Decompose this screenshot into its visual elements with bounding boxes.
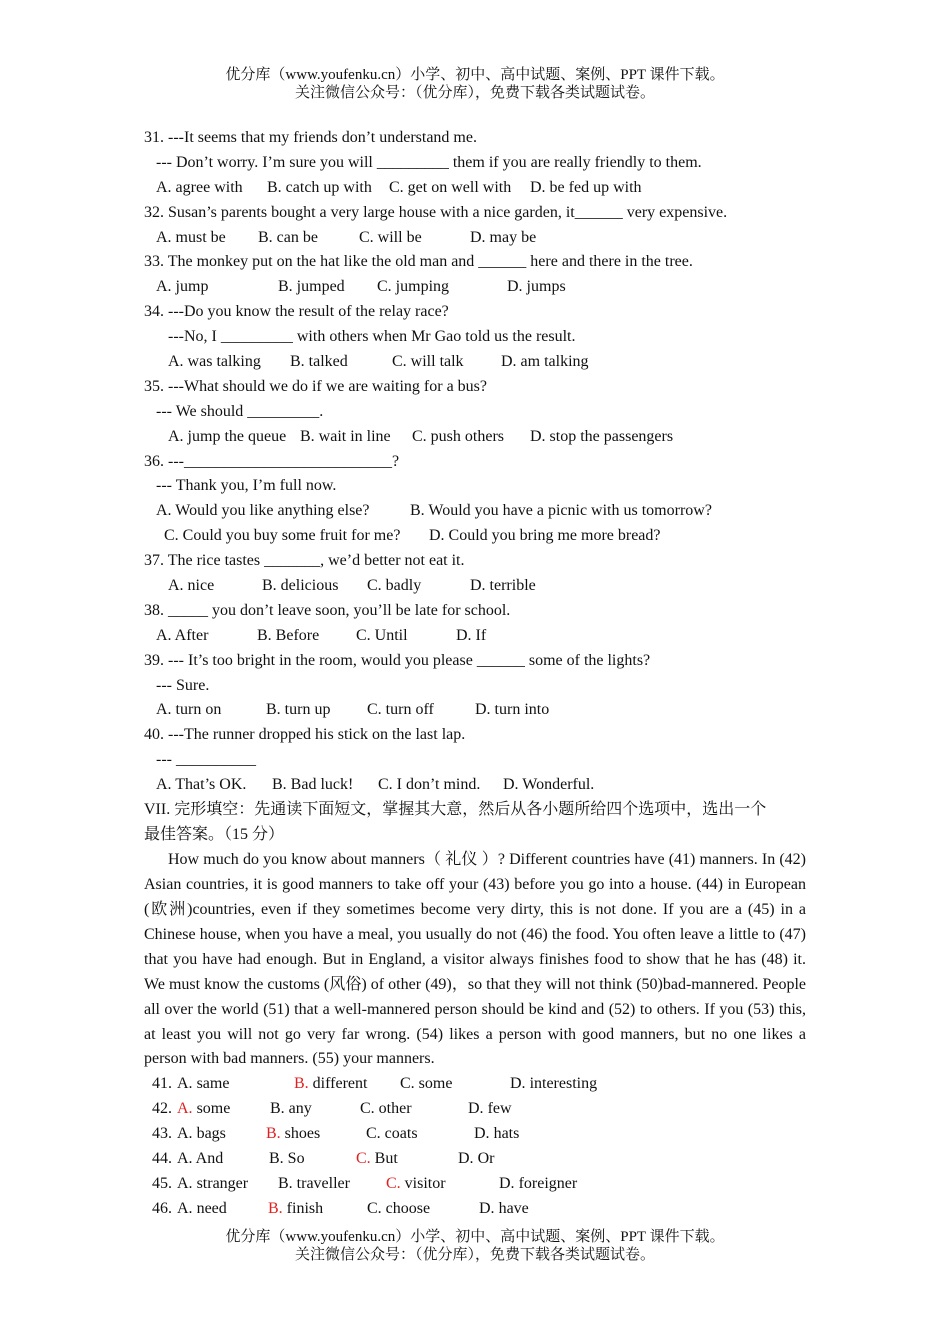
cloze-question-number: 45. (152, 1174, 172, 1192)
cloze-passage: How much do you know about manners（ 礼仪 ）? Different countries have (41) manners. In (42) Asian countries, it is good manners to take off your (43) before you go into a house. (44) in European (欧洲)countries, even if they sometimes become very dirty, this is not done. If you are a (45) in a Chinese house, when you have a meal, you usually do not (46) the food. You often leave a little to (47) that you have had enough. But in England, a visitor always finishes food to show that he has (48) it. We must know the customs (风俗) of other (49)，so that they will not think (50)bad-mannered. People all over the world (51) that a well-mannered person should be kind and (52) to others. If you (53) this, at least you will not go very far wrong. (54) likes a person with good manners, but no one likes a person with bad manners. (55) your manners. (144, 850, 806, 1068)
cloze-question-number: 41. (152, 1075, 172, 1093)
option-letter: C. (356, 1150, 371, 1168)
option-text: hats (489, 1125, 520, 1143)
section-7-title-cont: 最佳答案。（15 分） (144, 825, 285, 843)
option-text: any (284, 1100, 312, 1118)
option-c (356, 1147, 458, 1172)
option-c: C. turn off (367, 701, 434, 719)
option-b: B. Bad luck! (272, 776, 354, 794)
footer-line-1: 优分库（www.youfenku.cn）小学、初中、高中试题、案例、PPT 课件下载。 (225, 1229, 725, 1245)
option-b (270, 1097, 360, 1122)
option-a (177, 1122, 266, 1147)
option-a: A. jump (156, 278, 209, 296)
cloze-question-number: 43. (152, 1125, 172, 1143)
question-34-stem: 34. ---Do you know the result of the relay race? (144, 303, 449, 321)
option-a: A. That’s OK. (156, 776, 247, 794)
option-text: some (192, 1100, 231, 1118)
option-c (360, 1097, 468, 1122)
option-b: B. delicious (262, 577, 339, 595)
option-b (269, 1147, 356, 1172)
option-d: D. be fed up with (530, 178, 642, 196)
question-34-reply: ---No, I _________ with others when Mr Gao told us the result. (168, 328, 576, 346)
option-text: bags (192, 1125, 226, 1143)
option-letter: C. (366, 1125, 381, 1143)
option-letter: B. (294, 1075, 309, 1093)
question-40-reply: --- __________ (156, 751, 256, 769)
option-d: D. jumps (507, 278, 566, 296)
option-letter: A. (177, 1100, 193, 1118)
option-d (458, 1147, 494, 1172)
option-c: C. Until (356, 626, 408, 644)
option-letter: C. (386, 1174, 401, 1192)
option-text: Or (473, 1150, 495, 1168)
option-text: some (414, 1075, 453, 1093)
option-c: C. jumping (377, 278, 450, 296)
option-letter: A. (177, 1174, 193, 1192)
option-b (278, 1172, 386, 1197)
option-letter: C. (360, 1100, 375, 1118)
option-a (177, 1072, 294, 1097)
question-35-options (144, 425, 806, 450)
question-33-stem: 33. The monkey put on the hat like the old man and ______ here and there in the tree. (144, 253, 693, 271)
option-letter: D. (474, 1125, 490, 1143)
option-text: visitor (400, 1174, 446, 1192)
option-a: A. was talking (168, 353, 261, 371)
option-a (177, 1147, 269, 1172)
option-c (367, 1197, 479, 1222)
option-b: B. catch up with (267, 178, 372, 196)
option-d (474, 1122, 519, 1147)
option-c (386, 1172, 499, 1197)
option-letter: D. (510, 1075, 526, 1093)
header-line-1: 优分库（www.youfenku.cn）小学、初中、高中试题、案例、PPT 课件下载。 (225, 67, 725, 83)
question-36-reply: --- Thank you, I’m full now. (156, 477, 337, 495)
option-text: few (483, 1100, 512, 1118)
option-c (366, 1122, 474, 1147)
cloze-question-row (144, 1122, 806, 1147)
option-text: coats (380, 1125, 418, 1143)
question-33-options (144, 275, 806, 300)
option-d: D. stop the passengers (530, 427, 674, 445)
option-letter: D. (468, 1100, 484, 1118)
option-d: D. If (456, 626, 487, 644)
option-b (294, 1072, 400, 1097)
question-32-options (144, 226, 806, 251)
question-38-options (144, 624, 806, 649)
page-header (0, 66, 950, 102)
question-40-stem: 40. ---The runner dropped his stick on the last lap. (144, 726, 466, 744)
option-d (499, 1172, 577, 1197)
option-a: A. nice (168, 577, 215, 595)
question-39-stem: 39. --- It’s too bright in the room, would you please ______ some of the lights? (144, 651, 651, 669)
option-c: C. get on well with (389, 178, 512, 196)
option-text: So (283, 1150, 305, 1168)
option-text: choose (381, 1199, 431, 1217)
option-d: D. terrible (470, 577, 536, 595)
option-letter: B. (268, 1199, 283, 1217)
question-40-options (144, 773, 806, 798)
cloze-question-number: 46. (152, 1199, 172, 1217)
option-a: A. turn on (156, 701, 222, 719)
option-letter: B. (270, 1100, 285, 1118)
option-text: But (370, 1150, 398, 1168)
option-text: same (192, 1075, 230, 1093)
question-36-options-ab (144, 499, 806, 524)
option-d: D. turn into (475, 701, 550, 719)
question-31-reply: --- Don’t worry. I’m sure you will _________ them if you are really friendly to them. (156, 153, 702, 171)
option-b: B. wait in line (300, 427, 391, 445)
option-b: B. talked (290, 353, 348, 371)
option-a (177, 1197, 268, 1222)
cloze-question-row (144, 1072, 806, 1097)
option-text: interesting (525, 1075, 598, 1093)
question-39-reply: --- Sure. (156, 676, 210, 694)
question-36-options-cd (144, 524, 806, 549)
option-b: B. Before (257, 626, 320, 644)
question-31-options (144, 176, 806, 201)
question-36-stem: 36. ---__________________________? (144, 452, 400, 470)
option-text: shoes (280, 1125, 321, 1143)
option-letter: D. (458, 1150, 474, 1168)
section-7-title: VII. 完形填空：先通读下面短文，掌握其大意，然后从各小题所给四个选项中，选出一个 (144, 801, 767, 819)
option-letter: A. (177, 1199, 193, 1217)
option-b (266, 1122, 366, 1147)
option-letter: B. (278, 1174, 293, 1192)
question-32-stem: 32. Susan’s parents bought a very large house with a nice garden, it______ very expensive. (144, 203, 728, 221)
option-b: B. Would you have a picnic with us tomorrow? (410, 502, 712, 520)
cloze-options-list (144, 1072, 806, 1221)
option-d (479, 1197, 529, 1222)
option-letter: C. (400, 1075, 415, 1093)
option-letter: D. (499, 1174, 515, 1192)
option-text: finish (282, 1199, 324, 1217)
option-d: D. Wonderful. (503, 776, 595, 794)
option-text: stranger (192, 1174, 249, 1192)
option-a (177, 1097, 270, 1122)
question-39-options (144, 698, 806, 723)
option-a: A. must be (156, 228, 226, 246)
option-letter: B. (266, 1125, 281, 1143)
option-b: B. jumped (278, 278, 345, 296)
footer-line-2: 关注微信公众号：（优分库），免费下载各类试题试卷。 (294, 1247, 655, 1263)
option-c: C. badly (367, 577, 422, 595)
option-c: C. I don’t mind. (378, 776, 481, 794)
option-b: B. can be (258, 228, 318, 246)
header-line-2: 关注微信公众号：（优分库），免费下载各类试题试卷。 (294, 85, 655, 101)
option-letter: B. (269, 1150, 284, 1168)
option-a: A. agree with (156, 178, 243, 196)
cloze-question-row (144, 1097, 806, 1122)
option-a: A. jump the queue (168, 427, 287, 445)
cloze-question-row (144, 1197, 806, 1222)
option-d: D. may be (470, 228, 537, 246)
option-d: D. Could you bring me more bread? (429, 527, 661, 545)
option-d: D. am talking (501, 353, 589, 371)
option-text: traveller (292, 1174, 350, 1192)
option-letter: A. (177, 1150, 193, 1168)
question-35-stem: 35. ---What should we do if we are waiting for a bus? (144, 377, 487, 395)
question-31-stem: 31. ---It seems that my friends don’t understand me. (144, 129, 477, 146)
option-a: A. Would you like anything else? (156, 502, 370, 520)
option-letter: A. (177, 1125, 193, 1143)
option-c: C. push others (412, 427, 504, 445)
option-c: C. will talk (392, 353, 464, 371)
cloze-question-row (144, 1147, 806, 1172)
option-letter: C. (367, 1199, 382, 1217)
question-34-options (144, 350, 806, 375)
option-a: A. After (156, 626, 209, 644)
option-text: different (308, 1075, 368, 1093)
option-d (510, 1072, 597, 1097)
option-b (268, 1197, 367, 1222)
option-text: And (192, 1150, 224, 1168)
question-38-stem: 38. _____ you don’t leave soon, you’ll be late for school. (144, 601, 511, 619)
cloze-question-row (144, 1172, 806, 1197)
option-letter: A. (177, 1075, 193, 1093)
option-text: need (192, 1199, 227, 1217)
option-letter: D. (479, 1199, 495, 1217)
option-text: foreigner (514, 1174, 578, 1192)
option-c: C. will be (359, 228, 422, 246)
question-35-reply: --- We should _________. (156, 402, 324, 420)
option-text: have (494, 1199, 529, 1217)
option-c (400, 1072, 510, 1097)
page-footer (0, 1228, 950, 1264)
exam-body (144, 126, 806, 1222)
option-text: other (374, 1100, 412, 1118)
question-37-stem: 37. The rice tastes _______, we’d better not eat it. (144, 552, 465, 570)
option-c: C. Could you buy some fruit for me? (164, 527, 401, 545)
cloze-question-number: 42. (152, 1100, 172, 1118)
cloze-question-number: 44. (152, 1150, 172, 1168)
question-37-options (144, 574, 806, 599)
option-a (177, 1172, 278, 1197)
option-d (468, 1097, 512, 1122)
option-b: B. turn up (266, 701, 331, 719)
